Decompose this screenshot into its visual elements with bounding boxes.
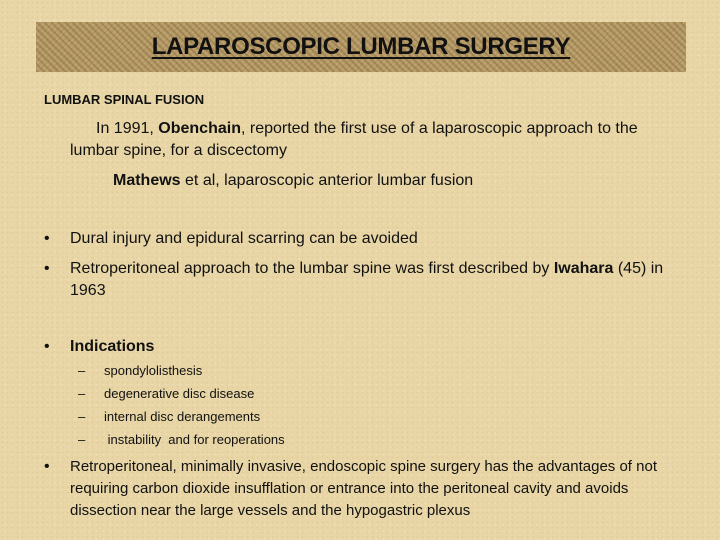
indication-item xyxy=(78,385,254,403)
para1-name: Obenchain xyxy=(158,120,241,137)
bullet2-rest: (45) in 1963 xyxy=(70,260,664,299)
para1-rest: , reported the first use of a laparoscopic approach to the lumbar spine, for a discectomy xyxy=(70,120,638,159)
dash-icon: – xyxy=(78,363,86,378)
para1-prefix: In 1991, xyxy=(96,120,159,137)
indication-text: instability and for reoperations xyxy=(104,432,285,447)
bullet-item xyxy=(44,336,680,358)
obenchain-paragraph xyxy=(70,118,690,162)
bullet-icon: • xyxy=(44,230,50,247)
para2-name: Mathews xyxy=(113,172,181,189)
bullet2-prefix: Retroperitoneal approach to the lumbar spine was first described by xyxy=(70,260,554,277)
bullet2-name: Iwahara xyxy=(553,260,614,277)
bullet-item xyxy=(44,456,690,522)
indication-text: degenerative disc disease xyxy=(104,386,255,401)
bullet-item xyxy=(44,228,680,250)
indication-text: internal disc derangements xyxy=(104,409,261,424)
section-heading: LUMBAR SPINAL FUSION xyxy=(44,92,205,107)
mathews-paragraph xyxy=(113,170,473,192)
bullet-text: Retroperitoneal, minimally invasive, endoscopic spine surgery has the advantages of not requiring carbon dioxide insufflation or entrance into the peritoneal cavity and avoids dissection near the large vessels and the hypogastric plexus xyxy=(70,458,657,519)
bullet-item xyxy=(44,258,680,302)
bullet-icon: • xyxy=(44,338,50,355)
bullet-text: Dural injury and epidural scarring can be avoided xyxy=(70,230,418,247)
bullet-icon: • xyxy=(44,260,50,277)
dash-icon: – xyxy=(78,432,86,447)
dash-icon: – xyxy=(78,386,86,401)
bullet-text xyxy=(70,258,680,302)
indication-item xyxy=(78,362,202,380)
bullet-icon: • xyxy=(44,458,50,475)
title-banner xyxy=(36,22,686,72)
dash-icon: – xyxy=(78,409,86,424)
indication-item xyxy=(78,408,260,426)
indication-item xyxy=(78,431,285,449)
indications-heading: Indications xyxy=(70,338,155,355)
para2-rest: et al, laparoscopic anterior lumbar fusion xyxy=(180,172,474,189)
slide-title: LAPAROSCOPIC LUMBAR SURGERY xyxy=(151,33,571,60)
indication-text: spondylolisthesis xyxy=(104,363,203,378)
